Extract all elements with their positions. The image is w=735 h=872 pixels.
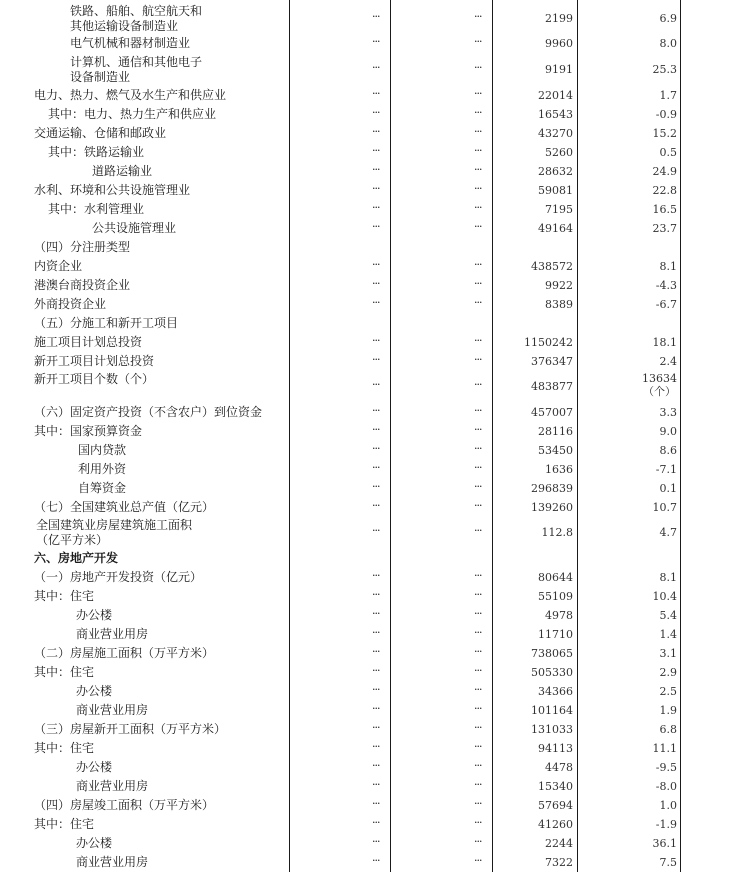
ellipsis-cell: ··· (474, 106, 482, 119)
ellipsis-cell: ··· (372, 480, 380, 493)
table-row (0, 500, 735, 516)
ellipsis-cell: ··· (474, 404, 482, 417)
ellipsis-cell: ··· (474, 442, 482, 455)
ellipsis-cell: ··· (372, 144, 380, 157)
row-label-line: （四）分注册类型 (34, 240, 131, 254)
row-label (78, 443, 126, 458)
row-label-line: 利用外资 (78, 462, 127, 476)
growth-cell: 3.3 (659, 406, 677, 419)
row-label-line: 其中：国家预算资金 (34, 424, 143, 438)
ellipsis-cell: ··· (474, 759, 482, 772)
growth-cell: 2.4 (659, 355, 677, 368)
ellipsis-cell: ··· (372, 353, 380, 366)
row-label-line: 办公楼 (76, 760, 113, 774)
value-cell: 41260 (538, 818, 573, 831)
ellipsis-cell: ··· (474, 702, 482, 715)
table-row (0, 55, 735, 85)
ellipsis-cell: ··· (372, 201, 380, 214)
value-cell: 8389 (545, 298, 573, 311)
ellipsis-cell: ··· (474, 664, 482, 677)
ellipsis-cell: ··· (372, 607, 380, 620)
value-cell: 53450 (538, 444, 573, 457)
growth-cell: 36.1 (652, 837, 677, 850)
row-label-line: 其中：水利管理业 (48, 202, 145, 216)
value-cell: 28116 (538, 425, 573, 438)
ellipsis-cell: ··· (372, 277, 380, 290)
row-label (34, 646, 214, 661)
row-label (48, 145, 144, 160)
ellipsis-cell: ··· (372, 854, 380, 867)
ellipsis-cell: ··· (372, 664, 380, 677)
table-row (0, 183, 735, 199)
value-cell: 1150242 (524, 336, 573, 349)
value-cell: 28632 (538, 165, 573, 178)
growth-cell: 2.9 (659, 666, 677, 679)
table-row (0, 107, 735, 123)
growth-cell: 7.5 (659, 856, 677, 869)
row-label-line: 其中：铁路运输业 (48, 145, 145, 159)
table-row (0, 297, 735, 313)
row-label (76, 703, 148, 718)
row-label-line: 内资企业 (34, 259, 83, 273)
table-row (0, 335, 735, 351)
row-label (34, 500, 214, 515)
value-cell: 738065 (531, 647, 573, 660)
ellipsis-cell: ··· (474, 423, 482, 436)
ellipsis-cell: ··· (372, 61, 380, 74)
value-cell: 9191 (545, 63, 573, 76)
ellipsis-cell: ··· (372, 778, 380, 791)
value-cell: 1636 (545, 463, 573, 476)
table-row (0, 518, 735, 548)
row-label-line: 其中：住宅 (34, 589, 95, 603)
table-row (0, 36, 735, 52)
ellipsis-cell: ··· (474, 258, 482, 271)
growth-cell: 0.5 (659, 146, 677, 159)
ellipsis-cell: ··· (474, 144, 482, 157)
ellipsis-cell: ··· (474, 480, 482, 493)
row-label (34, 126, 166, 141)
ellipsis-cell: ··· (474, 220, 482, 233)
growth-cell: -7.1 (655, 463, 677, 476)
growth-cell: 0.1 (659, 482, 677, 495)
growth-cell: 8.1 (659, 571, 677, 584)
growth-cell: -0.9 (655, 108, 677, 121)
value-cell: 59081 (538, 184, 573, 197)
row-label (36, 518, 192, 548)
row-label-line: 商业营业用房 (76, 627, 149, 641)
value-cell: 101164 (531, 704, 573, 717)
ellipsis-cell: ··· (372, 835, 380, 848)
ellipsis-cell: ··· (372, 797, 380, 810)
ellipsis-cell: ··· (372, 645, 380, 658)
ellipsis-cell: ··· (474, 835, 482, 848)
row-label-line: 道路运输业 (92, 164, 153, 178)
ellipsis-cell: ··· (474, 201, 482, 214)
value-cell: 112.8 (541, 526, 573, 539)
value-cell: 43270 (538, 127, 573, 140)
ellipsis-cell: ··· (372, 182, 380, 195)
ellipsis-cell: ··· (372, 626, 380, 639)
row-label (92, 221, 176, 236)
ellipsis-cell: ··· (474, 125, 482, 138)
growth-cell: 9.0 (659, 425, 677, 438)
row-label (76, 760, 112, 775)
row-label-line: 国内贷款 (78, 443, 127, 457)
growth-cell: 1.9 (659, 704, 677, 717)
row-label (34, 297, 106, 312)
growth-cell: 3.1 (659, 647, 677, 660)
table-row (0, 855, 735, 871)
value-cell: 16543 (538, 108, 573, 121)
row-label (34, 372, 154, 387)
table-row (0, 798, 735, 814)
growth-cell (642, 372, 677, 398)
ellipsis-cell: ··· (474, 499, 482, 512)
row-label-line: （三）房屋新开工面积（万平方米） (34, 722, 227, 736)
growth-cell: 10.4 (652, 590, 677, 603)
row-label-line: 商业营业用房 (76, 779, 149, 793)
row-label (48, 107, 216, 122)
growth-cell: 23.7 (652, 222, 677, 235)
ellipsis-cell: ··· (474, 461, 482, 474)
row-label-line: 商业营业用房 (76, 855, 149, 869)
ellipsis-cell: ··· (372, 220, 380, 233)
row-label (34, 278, 130, 293)
row-label-line: （五）分施工和新开工项目 (34, 316, 179, 330)
table-row (0, 817, 735, 833)
row-label (76, 855, 148, 870)
row-label-line: 其他运输设备制造业 (70, 19, 179, 33)
ellipsis-cell: ··· (372, 125, 380, 138)
ellipsis-cell: ··· (474, 296, 482, 309)
row-label-line: （四）房屋竣工面积（万平方米） (34, 798, 215, 812)
row-label (34, 259, 82, 274)
ellipsis-cell: ··· (372, 683, 380, 696)
ellipsis-cell: ··· (372, 702, 380, 715)
growth-cell: 11.1 (652, 742, 677, 755)
value-cell: 49164 (538, 222, 573, 235)
ellipsis-cell: ··· (474, 588, 482, 601)
value-cell: 7322 (545, 856, 573, 869)
growth-cell: 2.5 (659, 685, 677, 698)
ellipsis-cell: ··· (372, 35, 380, 48)
growth-cell: -1.9 (655, 818, 677, 831)
value-cell: 505330 (531, 666, 573, 679)
ellipsis-cell: ··· (372, 569, 380, 582)
table-row (0, 145, 735, 161)
ellipsis-cell: ··· (474, 35, 482, 48)
ellipsis-cell: ··· (474, 626, 482, 639)
row-label (34, 405, 262, 420)
ellipsis-cell: ··· (474, 524, 482, 537)
value-cell: 5260 (545, 146, 573, 159)
growth-cell: -9.5 (655, 761, 677, 774)
table-row (0, 240, 735, 256)
value-cell: 131033 (531, 723, 573, 736)
value-cell: 94113 (538, 742, 573, 755)
row-label-line: 商业营业用房 (76, 703, 149, 717)
row-label-line: 其中：住宅 (34, 817, 95, 831)
table-row (0, 608, 735, 624)
ellipsis-cell: ··· (474, 854, 482, 867)
row-label-line: 自筹资金 (78, 481, 127, 495)
value-cell: 296839 (531, 482, 573, 495)
ellipsis-cell: ··· (372, 404, 380, 417)
ellipsis-cell: ··· (474, 816, 482, 829)
row-label (34, 722, 226, 737)
row-label (48, 202, 144, 217)
row-label (34, 88, 226, 103)
table-row (0, 259, 735, 275)
table-row (0, 703, 735, 719)
ellipsis-cell: ··· (474, 569, 482, 582)
growth-cell-line: （个） (643, 385, 676, 398)
ellipsis-cell: ··· (372, 423, 380, 436)
row-label-line: （七）全国建筑业总产值（亿元） (34, 500, 215, 514)
ellipsis-cell: ··· (372, 524, 380, 537)
ellipsis-cell: ··· (474, 61, 482, 74)
table-row (0, 126, 735, 142)
ellipsis-cell: ··· (372, 816, 380, 829)
value-cell: 57694 (538, 799, 573, 812)
table-row (0, 372, 735, 402)
ellipsis-cell: ··· (474, 645, 482, 658)
value-cell: 15340 (538, 780, 573, 793)
row-label (76, 779, 148, 794)
growth-cell: 5.4 (659, 609, 677, 622)
ellipsis-cell: ··· (372, 461, 380, 474)
table-row (0, 221, 735, 237)
row-label (34, 817, 94, 832)
row-label (34, 354, 154, 369)
ellipsis-cell: ··· (372, 378, 380, 391)
value-cell: 55109 (538, 590, 573, 603)
table-row (0, 722, 735, 738)
growth-cell: -8.0 (655, 780, 677, 793)
row-label-line: 电力、热力、燃气及水生产和供应业 (34, 88, 227, 102)
growth-cell: 1.4 (659, 628, 677, 641)
row-label-line: 铁路、船舶、航空航天和 (70, 4, 203, 18)
growth-cell: 22.8 (652, 184, 677, 197)
growth-cell-line: 13634 (642, 372, 677, 385)
row-label-line: 设备制造业 (70, 70, 131, 84)
value-cell: 9922 (545, 279, 573, 292)
table-row (0, 741, 735, 757)
row-label-line: 其中：住宅 (34, 741, 95, 755)
table-row (0, 684, 735, 700)
ellipsis-cell: ··· (474, 334, 482, 347)
growth-cell: 4.7 (659, 526, 677, 539)
row-label (70, 55, 202, 85)
ellipsis-cell: ··· (474, 277, 482, 290)
growth-cell: 16.5 (652, 203, 677, 216)
ellipsis-cell: ··· (372, 588, 380, 601)
growth-cell: 1.7 (659, 89, 677, 102)
value-cell: 2199 (545, 12, 573, 25)
ellipsis-cell: ··· (372, 334, 380, 347)
table-row (0, 4, 735, 34)
table-row (0, 627, 735, 643)
ellipsis-cell: ··· (474, 378, 482, 391)
ellipsis-cell: ··· (372, 721, 380, 734)
row-label (34, 240, 130, 255)
row-label-line: 外商投资企业 (34, 297, 107, 311)
ellipsis-cell: ··· (474, 740, 482, 753)
ellipsis-cell: ··· (372, 442, 380, 455)
growth-cell: 25.3 (652, 63, 677, 76)
ellipsis-cell: ··· (474, 163, 482, 176)
growth-cell: -4.3 (655, 279, 677, 292)
row-label-line: 计算机、通信和其他电子 (70, 55, 203, 69)
row-label-line: 电气机械和器材制造业 (70, 36, 191, 50)
value-cell: 438572 (531, 260, 573, 273)
value-cell: 7195 (545, 203, 573, 216)
row-label (34, 570, 202, 585)
row-label-line: （六）固定资产投资（不含农户）到位资金 (34, 405, 263, 419)
growth-cell: 18.1 (652, 336, 677, 349)
value-cell: 4478 (545, 761, 573, 774)
ellipsis-cell: ··· (372, 87, 380, 100)
row-label (34, 183, 190, 198)
value-cell: 80644 (538, 571, 573, 584)
ellipsis-cell: ··· (474, 182, 482, 195)
row-label (70, 36, 190, 51)
row-label (34, 665, 94, 680)
row-label (76, 684, 112, 699)
value-cell: 34366 (538, 685, 573, 698)
value-cell: 483877 (531, 380, 573, 393)
growth-cell: -6.7 (655, 298, 677, 311)
ellipsis-cell: ··· (372, 759, 380, 772)
growth-cell: 10.7 (652, 501, 677, 514)
ellipsis-cell: ··· (372, 296, 380, 309)
row-label-line: 新开工项目个数（个） (34, 372, 155, 386)
value-cell: 2244 (545, 837, 573, 850)
row-label-line: 办公楼 (76, 684, 113, 698)
table-row (0, 665, 735, 681)
row-label-line: （二）房屋施工面积（万平方米） (34, 646, 215, 660)
table-row (0, 202, 735, 218)
row-label-line: 其中：电力、热力生产和供应业 (48, 107, 217, 121)
row-label-line: 办公楼 (76, 836, 113, 850)
row-label-line: 交通运输、仓储和邮政业 (34, 126, 167, 140)
value-cell: 139260 (531, 501, 573, 514)
table-row (0, 551, 735, 567)
table-row (0, 570, 735, 586)
row-label (34, 316, 178, 331)
table-row (0, 88, 735, 104)
growth-cell: 6.9 (659, 12, 677, 25)
row-label-line: 新开工项目计划总投资 (34, 354, 155, 368)
value-cell: 22014 (538, 89, 573, 102)
value-cell: 11710 (538, 628, 573, 641)
table-row (0, 316, 735, 332)
row-label (78, 481, 126, 496)
value-cell: 4978 (545, 609, 573, 622)
ellipsis-cell: ··· (474, 683, 482, 696)
row-label-line: 公共设施管理业 (92, 221, 177, 235)
ellipsis-cell: ··· (474, 353, 482, 366)
row-label-line: 施工项目计划总投资 (34, 335, 143, 349)
growth-cell: 15.2 (652, 127, 677, 140)
table-row (0, 354, 735, 370)
row-label (34, 551, 118, 566)
ellipsis-cell: ··· (474, 778, 482, 791)
row-label (76, 608, 112, 623)
row-label (70, 4, 202, 34)
table-row (0, 481, 735, 497)
row-label-line: 其中：住宅 (34, 665, 95, 679)
table-row (0, 405, 735, 421)
row-label (76, 836, 112, 851)
table-row (0, 589, 735, 605)
ellipsis-cell: ··· (372, 258, 380, 271)
row-label (76, 627, 148, 642)
table-row (0, 278, 735, 294)
table-row (0, 760, 735, 776)
row-label-line: 六、房地产开发 (34, 551, 119, 565)
growth-cell: 6.8 (659, 723, 677, 736)
row-label (34, 424, 142, 439)
row-label-line: 水利、环境和公共设施管理业 (34, 183, 191, 197)
ellipsis-cell: ··· (372, 163, 380, 176)
growth-cell: 8.1 (659, 260, 677, 273)
row-label (34, 335, 142, 350)
row-label (78, 462, 126, 477)
ellipsis-cell: ··· (474, 607, 482, 620)
row-label (34, 798, 214, 813)
row-label (92, 164, 152, 179)
row-label-line: 全国建筑业房屋建筑施工面积 (36, 518, 193, 532)
ellipsis-cell: ··· (372, 106, 380, 119)
ellipsis-cell: ··· (474, 721, 482, 734)
table-row (0, 462, 735, 478)
row-label-line: （一）房地产开发投资（亿元） (34, 570, 203, 584)
growth-cell: 8.6 (659, 444, 677, 457)
ellipsis-cell: ··· (372, 740, 380, 753)
growth-cell: 8.0 (659, 37, 677, 50)
growth-cell: 24.9 (652, 165, 677, 178)
table-row (0, 164, 735, 180)
row-label-line: 港澳台商投资企业 (34, 278, 131, 292)
ellipsis-cell: ··· (474, 797, 482, 810)
row-label (34, 741, 94, 756)
value-cell: 376347 (531, 355, 573, 368)
ellipsis-cell: ··· (372, 499, 380, 512)
table-row (0, 836, 735, 852)
table-row (0, 646, 735, 662)
value-cell: 457007 (531, 406, 573, 419)
ellipsis-cell: ··· (474, 10, 482, 23)
table-row (0, 424, 735, 440)
row-label (34, 589, 94, 604)
row-label-line: 办公楼 (76, 608, 113, 622)
row-label-line: （亿平方米） (36, 533, 109, 547)
ellipsis-cell: ··· (372, 10, 380, 23)
table-row (0, 443, 735, 459)
value-cell: 9960 (545, 37, 573, 50)
table-row (0, 779, 735, 795)
ellipsis-cell: ··· (474, 87, 482, 100)
growth-cell: 1.0 (659, 799, 677, 812)
